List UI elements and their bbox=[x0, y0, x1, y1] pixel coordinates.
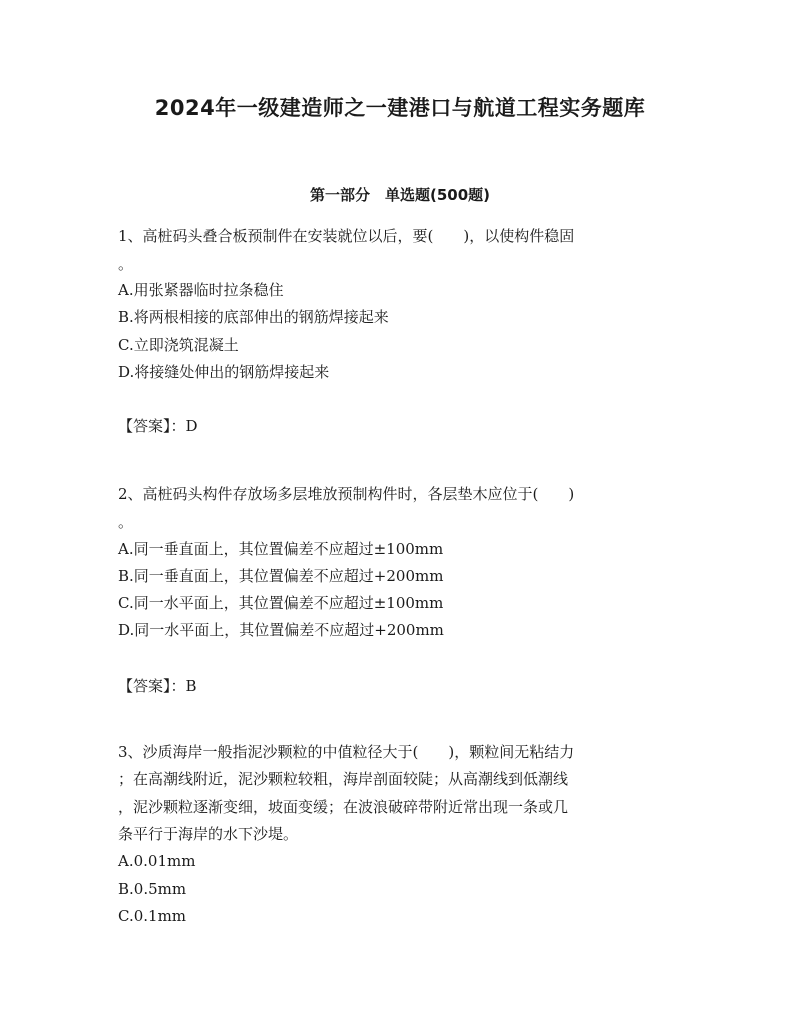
option-a: A.0.01mm bbox=[118, 852, 196, 870]
question-stem-line: 。 bbox=[118, 255, 134, 273]
question-stem-line: ；在高潮线附近，泥沙颗粒较粗，海岸剖面较陡；从高潮线到低潮线 bbox=[118, 770, 569, 788]
option-a: A.用张紧器临时拉条稳住 bbox=[118, 281, 284, 299]
question-stem-line: 。 bbox=[118, 513, 134, 531]
question-stem-line: 1、高桩码头叠合板预制件在安装就位以后，要( )，以使构件稳固 bbox=[118, 227, 575, 245]
option-a: A.同一垂直面上，其位置偏差不应超过±100mm bbox=[118, 540, 444, 558]
question-stem-line: 3、沙质海岸一般指泥沙颗粒的中值粒径大于( )，颗粒间无粘结力 bbox=[118, 743, 575, 761]
option-c: C.同一水平面上，其位置偏差不应超过±100mm bbox=[118, 594, 444, 612]
option-d: D.同一水平面上，其位置偏差不应超过+200mm bbox=[118, 621, 444, 639]
answer-label: 【答案】：B bbox=[118, 677, 197, 695]
question-stem-line: 2、高桩码头构件存放场多层堆放预制构件时，各层垫木应位于( ) bbox=[118, 485, 575, 503]
section-heading: 第一部分 单选题(500题) bbox=[309, 186, 491, 204]
option-c: C.0.1mm bbox=[118, 907, 187, 925]
question-stem-line: 条平行于海岸的水下沙堤。 bbox=[118, 825, 299, 843]
option-d: D.将接缝处伸出的钢筋焊接起来 bbox=[118, 363, 330, 381]
option-b: B.0.5mm bbox=[118, 880, 187, 898]
option-c: C.立即浇筑混凝土 bbox=[118, 336, 239, 354]
question-stem-line: ，泥沙颗粒逐渐变细，坡面变缓；在波浪破碎带附近常出现一条或几 bbox=[118, 798, 569, 816]
document-title: 2024年一级建造师之一建港口与航道工程实务题库 bbox=[154, 96, 646, 120]
answer-label: 【答案】：D bbox=[118, 417, 198, 435]
option-b: B.将两根相接的底部伸出的钢筋焊接起来 bbox=[118, 308, 389, 326]
option-b: B.同一垂直面上，其位置偏差不应超过+200mm bbox=[118, 567, 444, 585]
